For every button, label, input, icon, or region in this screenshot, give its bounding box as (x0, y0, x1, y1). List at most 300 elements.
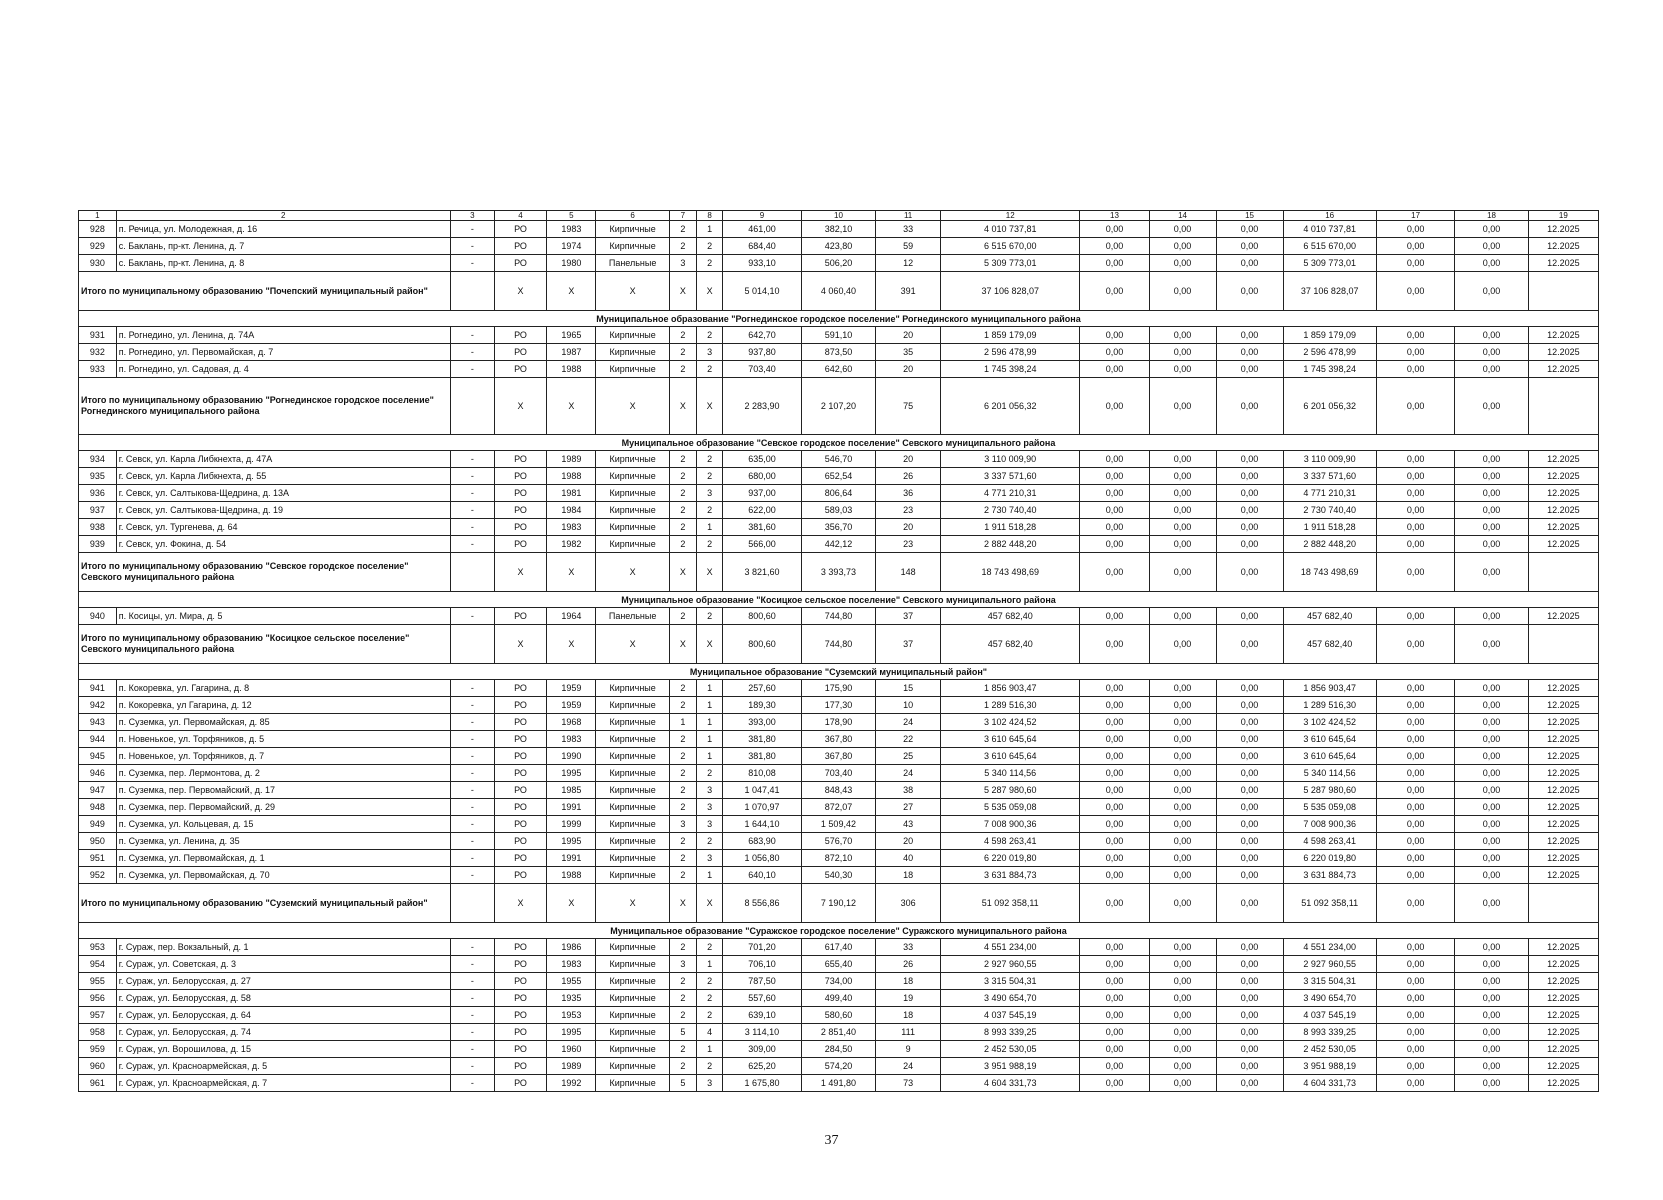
subtotal-value-cell: 0,00 (1455, 553, 1528, 592)
subtotal-value-cell: 0,00 (1376, 625, 1455, 664)
data-cell: 2 (669, 238, 696, 255)
data-cell: - (450, 1075, 494, 1092)
data-cell: РО (494, 939, 546, 956)
data-cell: 0,00 (1080, 765, 1149, 782)
data-cell: Кирпичные (596, 1024, 669, 1041)
table-row (79, 327, 1599, 344)
row-number-cell: 941 (79, 680, 117, 697)
data-cell: 2 (697, 468, 723, 485)
data-cell: 0,00 (1080, 799, 1149, 816)
data-cell: 2 730 740,40 (941, 502, 1080, 519)
data-cell: 3 (669, 255, 696, 272)
x-marker-cell: X (547, 553, 596, 592)
data-cell: 12.2025 (1528, 327, 1598, 344)
data-cell: 0,00 (1455, 485, 1528, 502)
table-row (79, 748, 1599, 765)
data-cell: 642,70 (723, 327, 802, 344)
subtotal-value-cell: 0,00 (1080, 272, 1149, 311)
data-cell: 557,60 (723, 990, 802, 1007)
subtotal-value-cell: 0,00 (1149, 553, 1216, 592)
data-cell: 0,00 (1080, 344, 1149, 361)
data-cell: 0,00 (1149, 1041, 1216, 1058)
data-cell: РО (494, 344, 546, 361)
subtotal-value-cell: 0,00 (1080, 625, 1149, 664)
data-cell: 0,00 (1455, 1058, 1528, 1075)
data-cell: 0,00 (1376, 714, 1455, 731)
data-cell: 2 (697, 255, 723, 272)
data-cell: Кирпичные (596, 502, 669, 519)
x-marker-cell: X (494, 553, 546, 592)
table-body (79, 211, 1599, 1092)
data-cell: 12.2025 (1528, 1007, 1598, 1024)
data-cell: 2 (697, 765, 723, 782)
data-cell: 12.2025 (1528, 1058, 1598, 1075)
data-cell: Кирпичные (596, 344, 669, 361)
row-number-cell: 957 (79, 1007, 117, 1024)
data-cell: 0,00 (1149, 451, 1216, 468)
data-cell: 1991 (547, 850, 596, 867)
data-cell: РО (494, 680, 546, 697)
data-cell: 20 (876, 327, 941, 344)
data-cell: 3 114,10 (723, 1024, 802, 1041)
subtotal-value-cell: 37 106 828,07 (1283, 272, 1376, 311)
data-cell: - (450, 990, 494, 1007)
column-number-cell: 10 (801, 211, 875, 221)
x-marker-cell: X (547, 625, 596, 664)
data-cell: 0,00 (1376, 451, 1455, 468)
data-cell: 1 859 179,09 (1283, 327, 1376, 344)
section-title: Муниципальное образование "Суражское городское поселение" Суражского муниципального района (79, 923, 1599, 939)
data-cell: 0,00 (1149, 939, 1216, 956)
data-cell: 0,00 (1149, 956, 1216, 973)
data-cell: 1 (697, 748, 723, 765)
subtotal-value-cell: 0,00 (1455, 272, 1528, 311)
subtotal-value-cell: 457 682,40 (941, 625, 1080, 664)
data-cell: 0,00 (1455, 990, 1528, 1007)
data-cell: 5 340 114,56 (1283, 765, 1376, 782)
data-cell: Кирпичные (596, 238, 669, 255)
data-cell: 0,00 (1080, 468, 1149, 485)
data-cell: 12.2025 (1528, 238, 1598, 255)
data-cell: РО (494, 850, 546, 867)
table-row (79, 1075, 1599, 1092)
data-cell: 0,00 (1216, 680, 1283, 697)
row-number-cell: 947 (79, 782, 117, 799)
subtotal-label: Итого по муниципальному образованию "Рогнединское городское поселение" Рогнединского муниципального района (79, 378, 451, 435)
data-cell: 617,40 (801, 939, 875, 956)
data-cell: 2 (669, 361, 696, 378)
data-cell: 12.2025 (1528, 680, 1598, 697)
address-cell: г. Сураж, ул. Белорусская, д. 58 (116, 990, 450, 1007)
subtotal-value-cell: 3 821,60 (723, 553, 802, 592)
data-cell: 4 598 263,41 (1283, 833, 1376, 850)
data-cell: 0,00 (1080, 816, 1149, 833)
data-cell: 4 771 210,31 (941, 485, 1080, 502)
row-number-cell: 942 (79, 697, 117, 714)
data-cell: 680,00 (723, 468, 802, 485)
data-cell: - (450, 221, 494, 238)
data-cell: - (450, 238, 494, 255)
data-cell: 0,00 (1376, 697, 1455, 714)
municipality-section-header (79, 592, 1599, 608)
table-row (79, 519, 1599, 536)
data-cell: РО (494, 714, 546, 731)
subtotal-value-cell: 148 (876, 553, 941, 592)
subtotal-value-cell: 51 092 358,11 (1283, 884, 1376, 923)
address-cell: п. Рогнедино, ул. Первомайская, д. 7 (116, 344, 450, 361)
data-cell: 12 (876, 255, 941, 272)
data-cell: 2 596 478,99 (941, 344, 1080, 361)
data-cell: 19 (876, 990, 941, 1007)
data-cell: 4 604 331,73 (941, 1075, 1080, 1092)
data-cell: 0,00 (1216, 748, 1283, 765)
data-cell: Кирпичные (596, 1075, 669, 1092)
data-cell: 734,00 (801, 973, 875, 990)
data-cell: 37 (876, 608, 941, 625)
data-cell: 423,80 (801, 238, 875, 255)
data-cell: 3 110 009,90 (1283, 451, 1376, 468)
data-cell: 2 (669, 782, 696, 799)
data-cell: 2 452 530,05 (1283, 1041, 1376, 1058)
data-cell: РО (494, 221, 546, 238)
data-cell: 0,00 (1455, 714, 1528, 731)
data-cell: 2 (669, 1007, 696, 1024)
data-cell: 5 535 059,08 (1283, 799, 1376, 816)
data-cell: 580,60 (801, 1007, 875, 1024)
data-cell: 7 008 900,36 (941, 816, 1080, 833)
subtotal-value-cell: 0,00 (1376, 272, 1455, 311)
subtotal-value-cell: 0,00 (1216, 553, 1283, 592)
subtotal-value-cell: 0,00 (1376, 884, 1455, 923)
data-cell: 2 (697, 451, 723, 468)
data-cell: 5 340 114,56 (941, 765, 1080, 782)
data-cell: 4 771 210,31 (1283, 485, 1376, 502)
data-cell: 381,80 (723, 748, 802, 765)
municipality-section-header (79, 664, 1599, 680)
data-cell: 2 (669, 536, 696, 553)
data-cell: 0,00 (1080, 956, 1149, 973)
data-cell: 2 (669, 608, 696, 625)
data-cell: 0,00 (1149, 344, 1216, 361)
data-cell: 1989 (547, 1058, 596, 1075)
subtotal-value-cell: 0,00 (1080, 884, 1149, 923)
x-marker-cell: X (547, 378, 596, 435)
data-cell: 1983 (547, 956, 596, 973)
data-cell: РО (494, 973, 546, 990)
x-marker-cell: X (697, 553, 723, 592)
data-cell: 0,00 (1216, 867, 1283, 884)
table-row (79, 468, 1599, 485)
data-cell: - (450, 1024, 494, 1041)
table-row (79, 1024, 1599, 1041)
data-cell: 0,00 (1455, 697, 1528, 714)
data-cell: 2 (669, 485, 696, 502)
subtotal-value-cell: 0,00 (1080, 378, 1149, 435)
data-cell: 12.2025 (1528, 502, 1598, 519)
column-number-cell: 8 (697, 211, 723, 221)
data-cell: 0,00 (1455, 451, 1528, 468)
subtotal-value-cell: 2 107,20 (801, 378, 875, 435)
column-number-cell: 7 (669, 211, 696, 221)
data-cell: 0,00 (1216, 956, 1283, 973)
data-cell: 703,40 (801, 765, 875, 782)
data-cell: 0,00 (1149, 799, 1216, 816)
data-cell: 457 682,40 (1283, 608, 1376, 625)
data-cell: Кирпичные (596, 327, 669, 344)
table-row (79, 221, 1599, 238)
subtotal-value-cell: 0,00 (1455, 884, 1528, 923)
data-cell: 12.2025 (1528, 697, 1598, 714)
data-cell: 175,90 (801, 680, 875, 697)
data-cell: 382,10 (801, 221, 875, 238)
data-cell: 0,00 (1149, 519, 1216, 536)
data-cell: 23 (876, 502, 941, 519)
data-cell: 2 (697, 238, 723, 255)
data-cell: 12.2025 (1528, 748, 1598, 765)
data-cell: 499,40 (801, 990, 875, 1007)
data-cell: 1988 (547, 867, 596, 884)
subtotal-value-cell: 0,00 (1149, 884, 1216, 923)
data-cell: 2 (669, 451, 696, 468)
data-cell: - (450, 608, 494, 625)
data-cell: 2 (669, 799, 696, 816)
data-cell: 0,00 (1080, 361, 1149, 378)
data-cell: 12.2025 (1528, 485, 1598, 502)
data-cell: 800,60 (723, 608, 802, 625)
data-cell: 3 110 009,90 (941, 451, 1080, 468)
column-number-cell: 3 (450, 211, 494, 221)
data-cell: 12.2025 (1528, 255, 1598, 272)
data-cell: 0,00 (1080, 536, 1149, 553)
data-cell: 0,00 (1216, 344, 1283, 361)
data-cell: 1959 (547, 697, 596, 714)
address-cell: г. Сураж, ул. Белорусская, д. 64 (116, 1007, 450, 1024)
data-cell: 2 (697, 327, 723, 344)
row-number-cell: 953 (79, 939, 117, 956)
data-cell: 111 (876, 1024, 941, 1041)
subtotal-row (79, 553, 1599, 592)
data-cell: 810,08 (723, 765, 802, 782)
data-cell: - (450, 536, 494, 553)
data-cell: Кирпичные (596, 714, 669, 731)
data-cell: 0,00 (1376, 816, 1455, 833)
data-cell: 0,00 (1376, 799, 1455, 816)
subtotal-value-cell: 4 060,40 (801, 272, 875, 311)
table-row (79, 680, 1599, 697)
data-cell: 24 (876, 714, 941, 731)
data-cell: 356,70 (801, 519, 875, 536)
data-cell: 1955 (547, 973, 596, 990)
row-number-cell: 935 (79, 468, 117, 485)
data-cell: - (450, 1041, 494, 1058)
data-cell: 3 (697, 344, 723, 361)
data-cell: 1965 (547, 327, 596, 344)
data-cell: Кирпичные (596, 697, 669, 714)
data-cell: Кирпичные (596, 939, 669, 956)
row-number-cell: 940 (79, 608, 117, 625)
data-cell: 0,00 (1080, 850, 1149, 867)
table-row (79, 956, 1599, 973)
data-cell: 806,64 (801, 485, 875, 502)
data-cell: 1 675,80 (723, 1075, 802, 1092)
data-cell: 0,00 (1376, 327, 1455, 344)
subtotal-value-cell: 7 190,12 (801, 884, 875, 923)
data-cell: - (450, 973, 494, 990)
row-number-cell: 955 (79, 973, 117, 990)
data-cell: 0,00 (1149, 697, 1216, 714)
data-cell: 12.2025 (1528, 221, 1598, 238)
data-cell: 26 (876, 468, 941, 485)
data-cell: 1988 (547, 361, 596, 378)
row-number-cell: 936 (79, 485, 117, 502)
data-cell: 0,00 (1376, 956, 1455, 973)
table-row (79, 990, 1599, 1007)
data-cell: 18 (876, 973, 941, 990)
data-cell: 0,00 (1455, 1007, 1528, 1024)
column-number-cell: 9 (723, 211, 802, 221)
data-cell: 0,00 (1080, 221, 1149, 238)
column-number-cell: 12 (941, 211, 1080, 221)
empty-cell (450, 884, 494, 923)
address-cell: п. Суземка, ул. Ленина, д. 35 (116, 833, 450, 850)
data-cell: 1 856 903,47 (941, 680, 1080, 697)
data-cell: 0,00 (1216, 833, 1283, 850)
data-cell: 872,10 (801, 850, 875, 867)
subtotal-value-cell: 8 556,86 (723, 884, 802, 923)
data-cell: 0,00 (1216, 468, 1283, 485)
data-cell: 3 631 884,73 (1283, 867, 1376, 884)
data-cell: 0,00 (1149, 238, 1216, 255)
data-cell: 3 337 571,60 (1283, 468, 1376, 485)
data-cell: 2 (697, 990, 723, 1007)
subtotal-label: Итого по муниципальному образованию "Косицкое сельское поселение" Севского муниципального района (79, 625, 451, 664)
data-cell: 0,00 (1216, 536, 1283, 553)
page-number: 37 (824, 1133, 839, 1148)
data-cell: 0,00 (1216, 608, 1283, 625)
data-cell: 0,00 (1080, 731, 1149, 748)
data-cell: 683,90 (723, 833, 802, 850)
subtotal-value-cell: 0,00 (1149, 625, 1216, 664)
data-cell: 639,10 (723, 1007, 802, 1024)
address-cell: г. Севск, ул. Салтыкова-Щедрина, д. 19 (116, 502, 450, 519)
data-cell: 3 610 645,64 (941, 731, 1080, 748)
x-marker-cell: X (547, 884, 596, 923)
row-number-cell: 937 (79, 502, 117, 519)
data-cell: РО (494, 1075, 546, 1092)
data-cell: Панельные (596, 608, 669, 625)
data-cell: 3 (669, 816, 696, 833)
data-cell: - (450, 697, 494, 714)
column-number-row (79, 211, 1599, 221)
data-cell: 0,00 (1149, 731, 1216, 748)
data-cell: 1 856 903,47 (1283, 680, 1376, 697)
data-cell: 0,00 (1376, 485, 1455, 502)
row-number-cell: 944 (79, 731, 117, 748)
row-number-cell: 952 (79, 867, 117, 884)
data-cell: РО (494, 468, 546, 485)
data-cell: 0,00 (1216, 519, 1283, 536)
data-cell: 12.2025 (1528, 990, 1598, 1007)
data-cell: 2 730 740,40 (1283, 502, 1376, 519)
data-cell: 0,00 (1149, 502, 1216, 519)
data-cell: 1953 (547, 1007, 596, 1024)
row-number-cell: 928 (79, 221, 117, 238)
data-cell: 0,00 (1080, 1041, 1149, 1058)
address-cell: г. Севск, ул. Тургенева, д. 64 (116, 519, 450, 536)
data-cell: 9 (876, 1041, 941, 1058)
data-cell: РО (494, 608, 546, 625)
data-cell: 1992 (547, 1075, 596, 1092)
data-cell: 33 (876, 221, 941, 238)
data-cell: 4 604 331,73 (1283, 1075, 1376, 1092)
data-cell: РО (494, 1024, 546, 1041)
address-cell: п. Суземка, пер. Первомайский, д. 29 (116, 799, 450, 816)
data-cell: 0,00 (1216, 361, 1283, 378)
subtotal-value-cell: 0,00 (1376, 378, 1455, 435)
column-number-cell: 13 (1080, 211, 1149, 221)
data-cell: - (450, 765, 494, 782)
data-cell: 3 315 504,31 (941, 973, 1080, 990)
data-cell: РО (494, 1007, 546, 1024)
data-cell: 540,30 (801, 867, 875, 884)
row-number-cell: 934 (79, 451, 117, 468)
x-marker-cell: X (494, 378, 546, 435)
data-cell: 1 (697, 714, 723, 731)
address-cell: г. Севск, ул. Карла Либкнехта, д. 55 (116, 468, 450, 485)
data-cell: 0,00 (1376, 1075, 1455, 1092)
data-cell: РО (494, 485, 546, 502)
table-row (79, 451, 1599, 468)
data-cell: 0,00 (1216, 1075, 1283, 1092)
data-cell: 12.2025 (1528, 344, 1598, 361)
data-cell: 635,00 (723, 451, 802, 468)
row-number-cell: 960 (79, 1058, 117, 1075)
data-cell: 15 (876, 680, 941, 697)
data-cell: 12.2025 (1528, 451, 1598, 468)
data-cell: 0,00 (1216, 485, 1283, 502)
data-cell: 2 (669, 1041, 696, 1058)
data-cell: Кирпичные (596, 765, 669, 782)
data-cell: 12.2025 (1528, 850, 1598, 867)
data-cell: 1999 (547, 816, 596, 833)
data-cell: 1995 (547, 765, 596, 782)
data-cell: 0,00 (1376, 238, 1455, 255)
data-cell: Кирпичные (596, 850, 669, 867)
data-cell: 12.2025 (1528, 361, 1598, 378)
data-cell: 0,00 (1080, 973, 1149, 990)
address-cell: г. Сураж, ул. Белорусская, д. 27 (116, 973, 450, 990)
data-cell: РО (494, 451, 546, 468)
data-cell: Кирпичные (596, 1041, 669, 1058)
empty-cell (450, 553, 494, 592)
data-cell: РО (494, 990, 546, 1007)
data-cell: 0,00 (1455, 680, 1528, 697)
table-row (79, 255, 1599, 272)
row-number-cell: 932 (79, 344, 117, 361)
data-cell: - (450, 714, 494, 731)
data-cell: 5 (669, 1075, 696, 1092)
data-cell: 1982 (547, 536, 596, 553)
data-cell: 591,10 (801, 327, 875, 344)
data-cell: РО (494, 536, 546, 553)
data-cell: 0,00 (1149, 867, 1216, 884)
data-cell: 0,00 (1216, 502, 1283, 519)
municipality-section-header (79, 435, 1599, 451)
data-cell: 23 (876, 536, 941, 553)
address-cell: п. Рогнедино, ул. Ленина, д. 74А (116, 327, 450, 344)
data-cell: 2 (669, 867, 696, 884)
data-cell: 0,00 (1080, 1007, 1149, 1024)
